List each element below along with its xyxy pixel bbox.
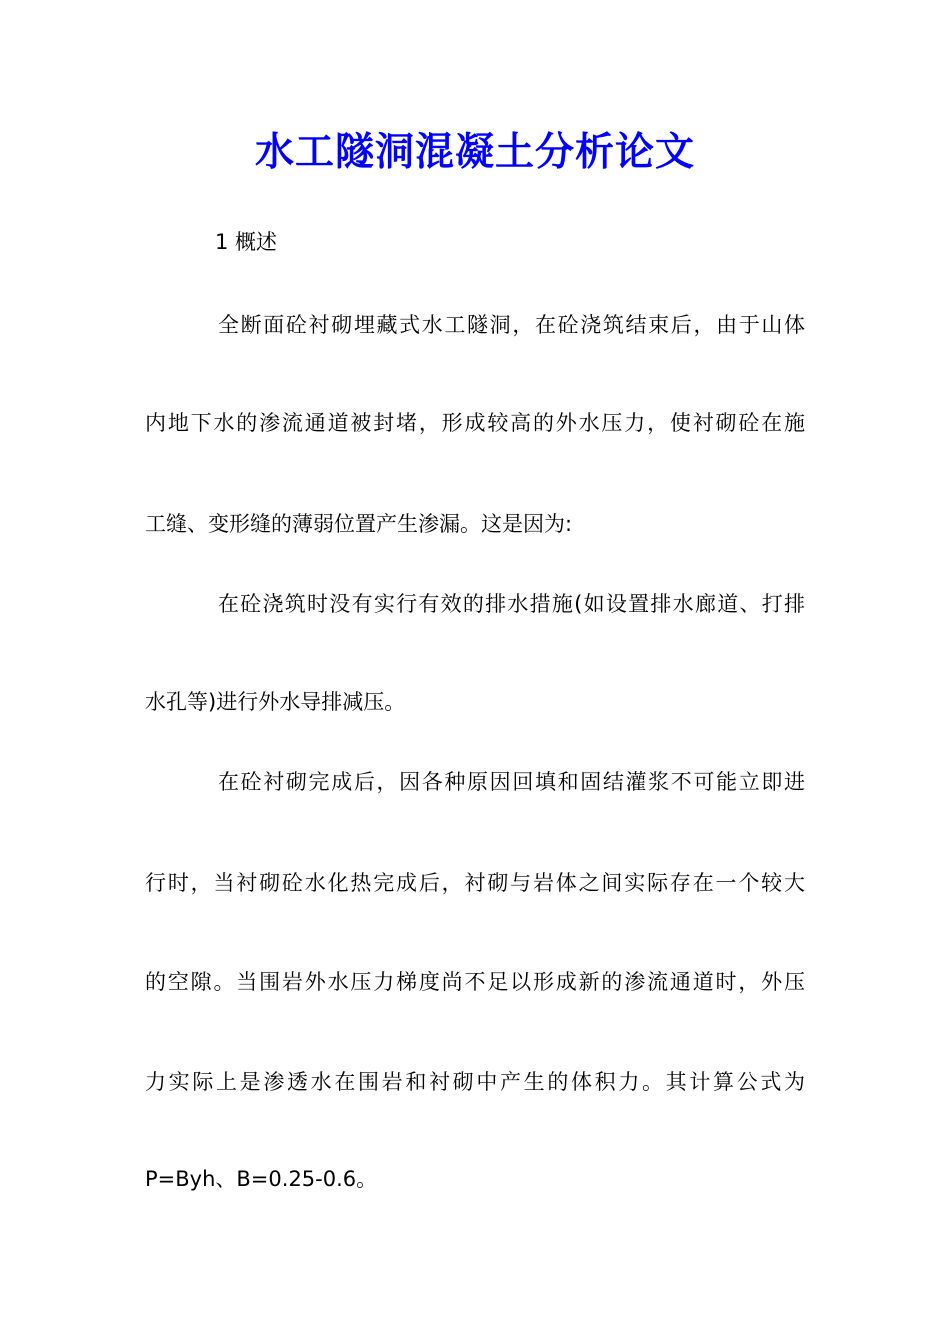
paragraph-line: 工缝、变形缝的薄弱位置产生渗漏。这是因为:	[145, 512, 573, 536]
paragraph-line: 行时，当衬砌砼水化热完成后，衬砌与岩体之间实际存在一个较大	[145, 871, 805, 895]
paragraph-line: 力实际上是渗透水在围岩和衬砌中产生的体积力。其计算公式为	[145, 1070, 805, 1094]
document-title: 水工隧洞混凝土分析论文	[254, 129, 695, 175]
formula-line: P=Byh、B=0.25-0.6。	[145, 1167, 378, 1191]
section-heading: 1 概述	[215, 230, 278, 254]
paragraph-line: 在砼浇筑时没有实行有效的排水措施(如设置排水廊道、打排	[218, 592, 805, 616]
paragraph-line: 的空隙。当围岩外水压力梯度尚不足以形成新的渗流通道时，外压	[145, 970, 805, 994]
paragraph-line: 全断面砼衬砌埋藏式水工隧洞，在砼浇筑结束后，由于山体	[218, 313, 805, 337]
paragraph-line: 水孔等)进行外水导排减压。	[145, 690, 406, 714]
paragraph-line: 在砼衬砌完成后，因各种原因回填和固结灌浆不可能立即进	[218, 770, 805, 794]
paragraph-line: 内地下水的渗流通道被封堵，形成较高的外水压力，使衬砌砼在施	[145, 411, 805, 435]
